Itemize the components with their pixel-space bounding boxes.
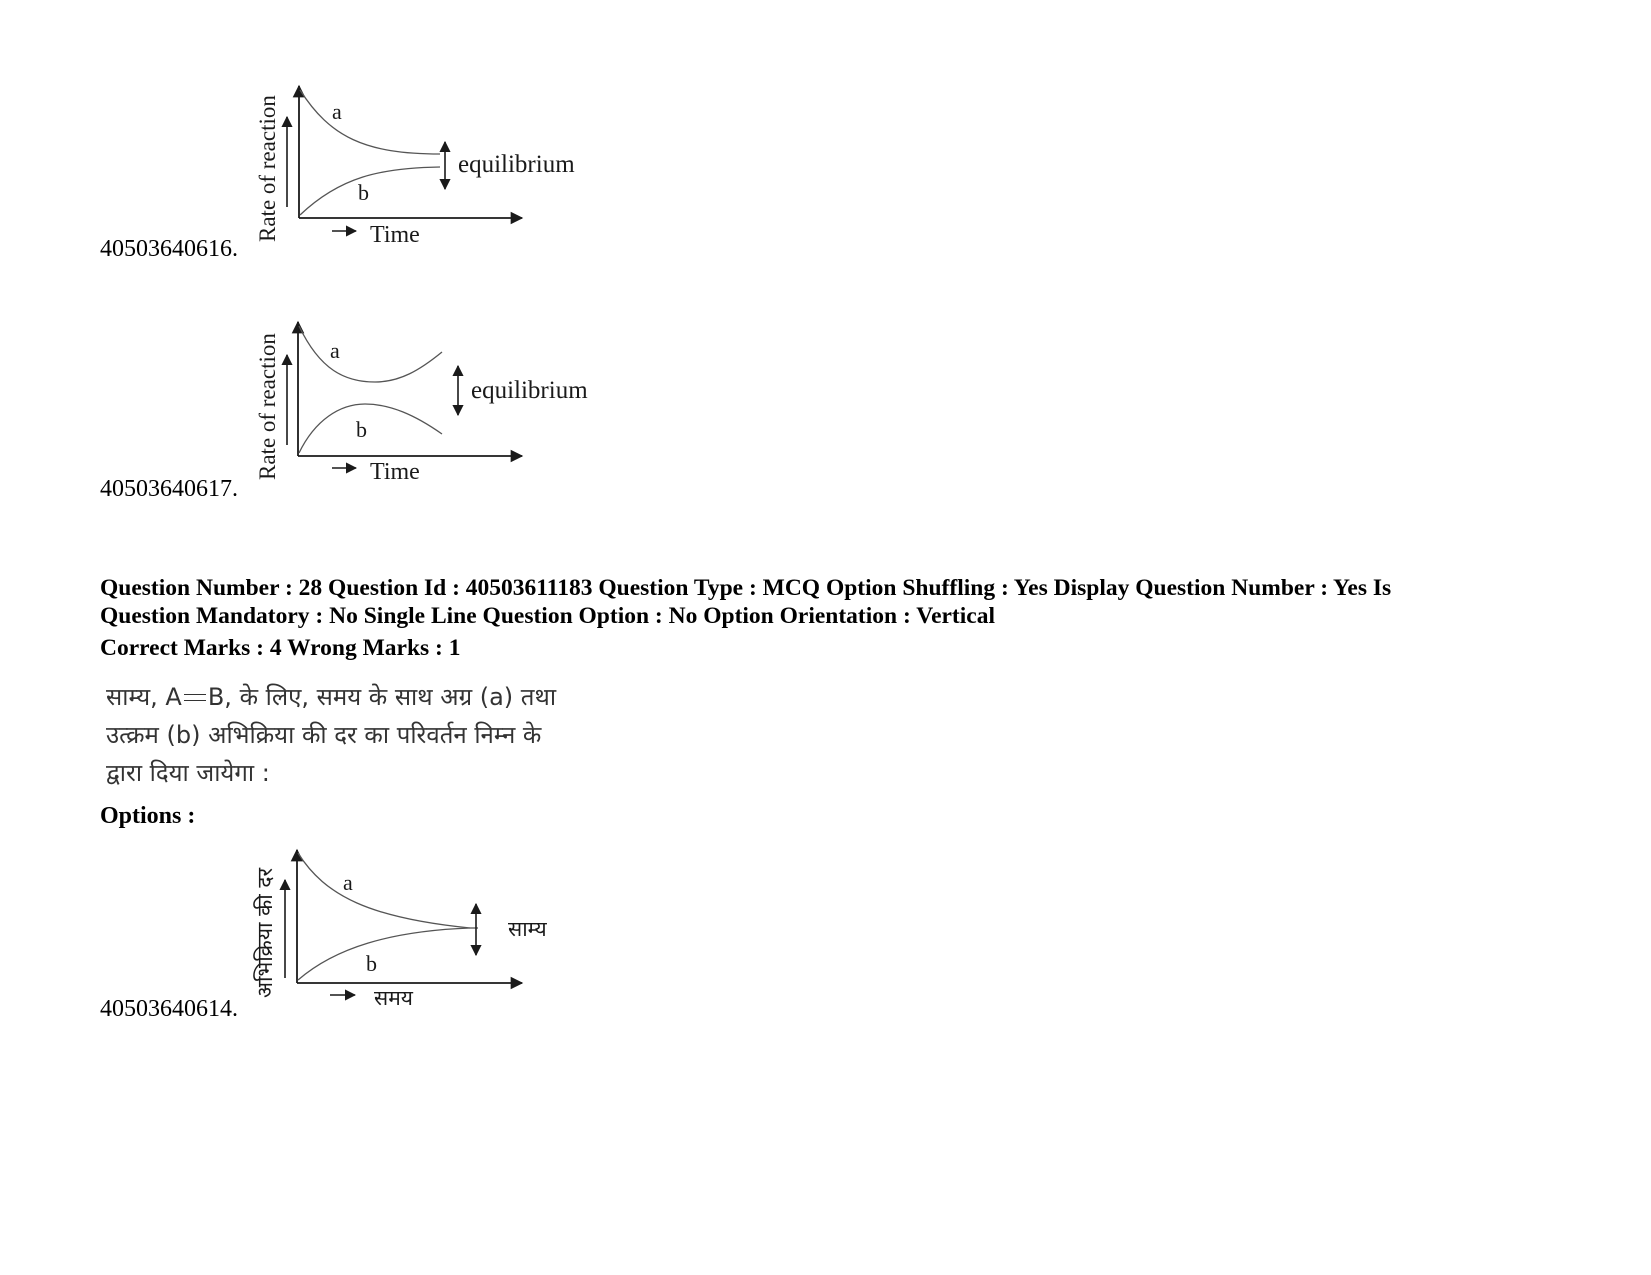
option-id: 40503640616. <box>100 236 238 262</box>
curve-b <box>300 167 440 215</box>
question-meta-line-2: Question Mandatory : No Single Line Question Option : No Option Orientation : Vertical <box>100 603 995 629</box>
curve-b <box>298 928 470 980</box>
question-text-line-1b: B, के लिए, समय के साथ अग्र (a) तथा <box>207 683 557 711</box>
question-text-line-3: द्वारा दिया जायेगा : <box>106 759 270 787</box>
option-id: 40503640614. <box>100 996 238 1022</box>
curve-b-label: b <box>358 180 369 205</box>
equilibrium-arrows-icon <box>184 691 206 705</box>
equilibrium-label: equilibrium <box>458 151 575 178</box>
y-axis-label: Rate of reaction <box>255 95 280 242</box>
curve-a-label: a <box>343 870 353 895</box>
option-figure-2 <box>250 300 620 490</box>
equilibrium-label: equilibrium <box>471 377 588 404</box>
curve-a <box>300 90 440 154</box>
curve-a <box>298 853 470 928</box>
options-label: Options : <box>100 803 196 829</box>
question-text <box>106 680 556 794</box>
x-axis-label: समय <box>374 986 413 1010</box>
y-axis-label: अभिक्रिया की दर <box>253 867 277 998</box>
x-axis-label: Time <box>370 459 420 485</box>
option-figure-3 <box>240 838 580 1018</box>
equilibrium-label: साम्य <box>508 917 547 941</box>
curve-a <box>299 326 442 382</box>
curve-a-label: a <box>332 99 342 124</box>
question-meta-line-1: Question Number : 28 Question Id : 40503611183 Question Type : MCQ Option Shuffling : Yes Display Question Number : Yes Is <box>100 575 1392 601</box>
option-figure-1 <box>250 62 610 252</box>
y-axis-label: Rate of reaction <box>255 333 280 480</box>
question-meta <box>100 574 1560 630</box>
curve-a-label: a <box>330 338 340 363</box>
question-text-line-1a: साम्य, A <box>106 683 182 711</box>
question-text-line-2: उत्क्रम (b) अभिक्रिया की दर का परिवर्तन निम्न के <box>106 721 542 749</box>
curve-b-label: b <box>356 417 367 442</box>
curve-b <box>299 404 442 453</box>
x-axis-label: Time <box>370 222 420 248</box>
question-marks: Correct Marks : 4 Wrong Marks : 1 <box>100 635 461 661</box>
option-id: 40503640617. <box>100 476 238 502</box>
curve-b-label: b <box>366 951 377 976</box>
